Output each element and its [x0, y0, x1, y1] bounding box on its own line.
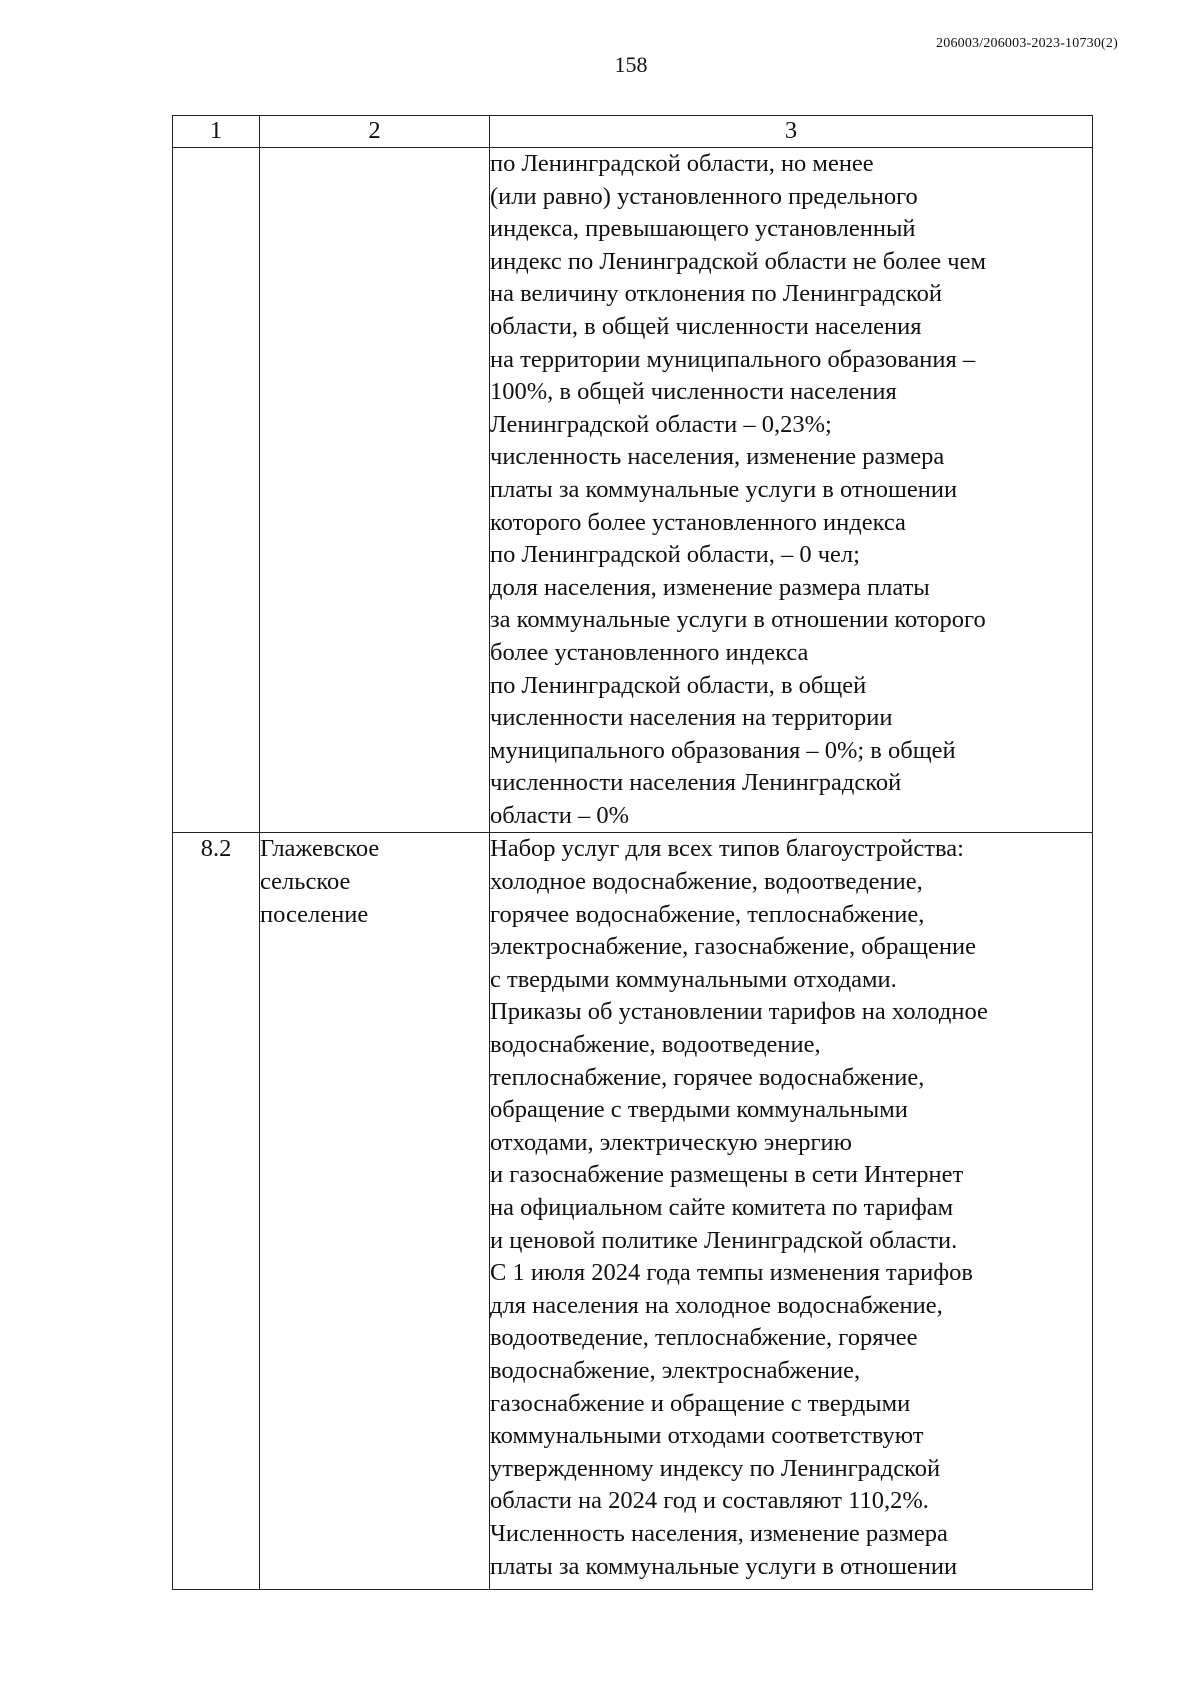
- description-line: водоснабжение, электроснабжение,: [490, 1356, 861, 1384]
- description-line: электроснабжение, газоснабжение, обращение: [490, 933, 976, 961]
- description-line: холодное водоснабжение, водоотведение,: [490, 868, 923, 896]
- description-line: 100%, в общей численности населения: [490, 378, 897, 406]
- description-line: водоотведение, теплоснабжение, горячее: [490, 1324, 918, 1352]
- description-line: с твердыми коммунальными отходами.: [490, 965, 897, 993]
- description-line: водоснабжение, водоотведение,: [490, 1031, 821, 1059]
- column-header-3: 3: [490, 116, 1093, 148]
- settlement-name-line: сельское: [260, 868, 351, 896]
- tariff-table: [172, 115, 1093, 1590]
- description-cell: [490, 148, 1093, 833]
- description-line: утвержденному индексу по Ленинградской: [490, 1454, 941, 1482]
- description-line: доля населения, изменение размера платы: [490, 573, 930, 601]
- settlement-name-cell: [260, 833, 490, 1590]
- description-line: более установленного индекса: [490, 638, 809, 666]
- description-line: численности населения на территории: [490, 704, 893, 732]
- description-line: за коммунальные услуги в отношении которого: [490, 606, 986, 634]
- description-line: по Ленинградской области, в общей: [490, 671, 867, 699]
- description-line: области – 0%: [490, 801, 630, 829]
- description-line: горячее водоснабжение, теплоснабжение,: [490, 900, 925, 928]
- page-number: 158: [614, 52, 648, 77]
- document-id: 206003/206003-2023-10730(2): [936, 36, 1118, 51]
- description-line: платы за коммунальные услуги в отношении: [490, 475, 958, 503]
- description-line: численность населения, изменение размера: [490, 443, 945, 471]
- description-line: Ленинградской области – 0,23%;: [490, 410, 832, 438]
- description-line: по Ленинградской области, но менее: [490, 150, 874, 177]
- description-line: на территории муниципального образования –: [490, 345, 976, 373]
- description-line: на официальном сайте комитета по тарифам: [490, 1194, 954, 1221]
- table-header-row: [173, 116, 1093, 148]
- description-line: области на 2024 год и составляют 110,2%.: [490, 1487, 929, 1515]
- description-line: которого более установленного индекса: [490, 508, 906, 536]
- description-line: и газоснабжение размещены в сети Интернет: [490, 1161, 964, 1189]
- description-line: на величину отклонения по Ленинградской: [490, 280, 942, 308]
- description-line: области, в общей численности населения: [490, 312, 922, 340]
- description-line: индекса, превышающего установленный: [490, 215, 916, 243]
- description-line: платы за коммунальные услуги в отношении: [490, 1552, 958, 1580]
- description-line: и ценовой политике Ленинградской области.: [490, 1226, 958, 1254]
- row-number-cell: 8.2: [173, 833, 260, 1590]
- table-row: [173, 833, 1093, 1590]
- description-line: отходами, электрическую энергию: [490, 1128, 852, 1156]
- description-line: газоснабжение и обращение с твердыми: [490, 1389, 911, 1417]
- description-cell: [490, 833, 1093, 1590]
- description-line: С 1 июля 2024 года темпы изменения тарифов: [490, 1259, 973, 1287]
- description-line: по Ленинградской области, – 0 чел;: [490, 541, 860, 569]
- description-line: муниципального образования – 0%; в общей: [490, 736, 956, 764]
- description-line: коммунальными отходами соответствуют: [490, 1422, 924, 1450]
- description-line: Приказы об установлении тарифов на холодное: [490, 998, 988, 1026]
- row-number-cell: [173, 148, 260, 833]
- settlement-name-cell: [260, 148, 490, 833]
- description-line: обращение с твердыми коммунальными: [490, 1096, 908, 1124]
- settlement-name-line: поселение: [260, 900, 369, 928]
- description-line: для населения на холодное водоснабжение,: [490, 1291, 943, 1319]
- description-line: (или равно) установленного предельного: [490, 182, 918, 210]
- column-header-1: 1: [173, 116, 260, 148]
- description-line: индекс по Ленинградской области не более чем: [490, 247, 986, 275]
- table-row: [173, 148, 1093, 833]
- description-line: Набор услуг для всех типов благоустройства:: [490, 835, 964, 863]
- description-line: теплоснабжение, горячее водоснабжение,: [490, 1063, 925, 1091]
- description-line: Численность населения, изменение размера: [490, 1519, 948, 1547]
- description-line: численности населения Ленинградской: [490, 769, 902, 797]
- column-header-2: 2: [260, 116, 490, 148]
- settlement-name-line: Глажевское: [260, 835, 380, 863]
